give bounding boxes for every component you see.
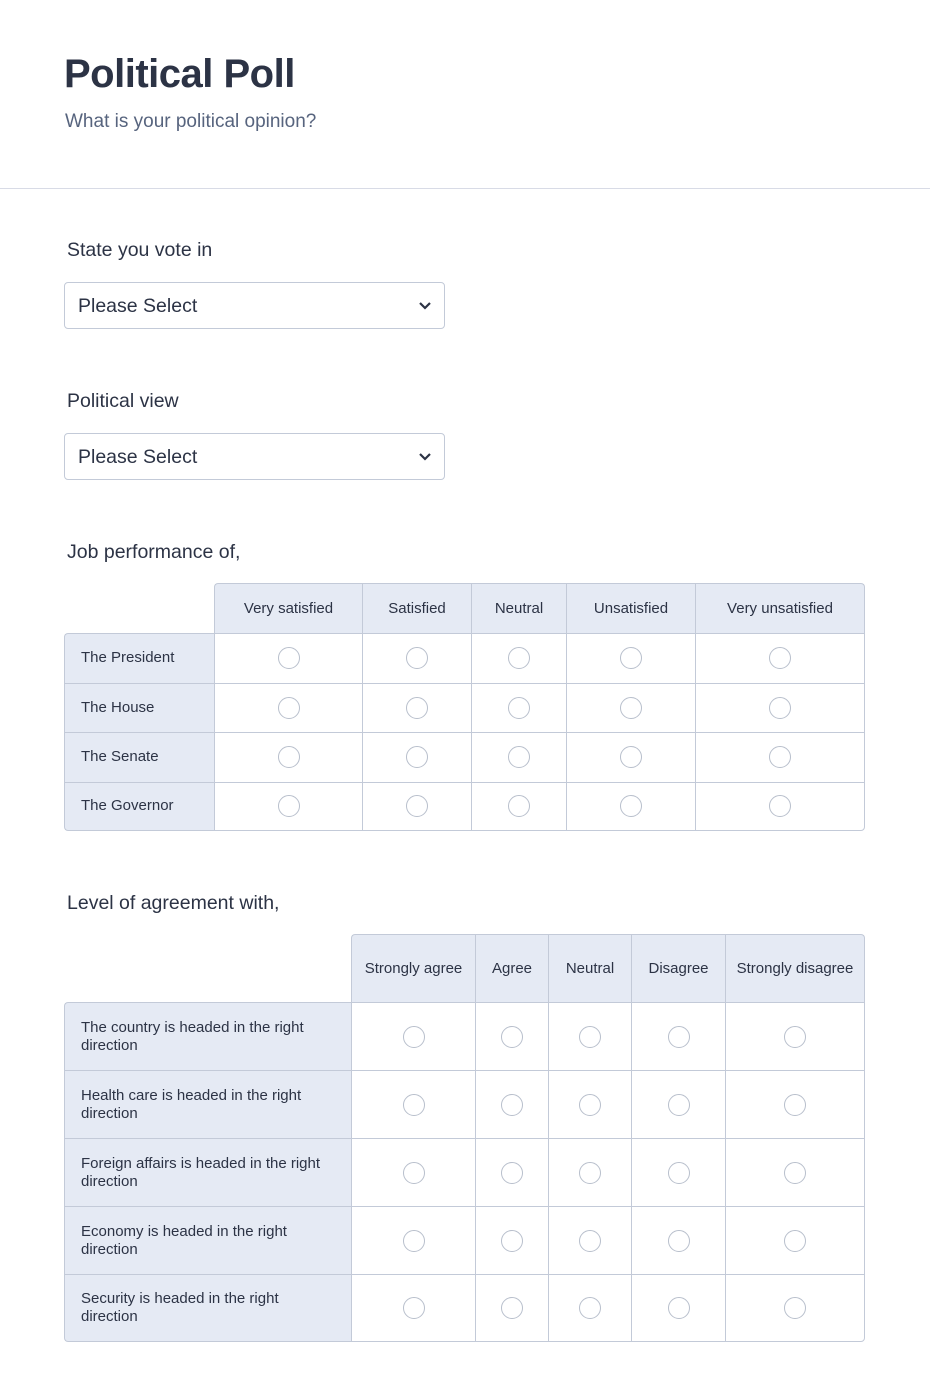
- matrix-cell: [725, 1138, 865, 1206]
- column-header: Very satisfied: [214, 583, 362, 633]
- job-performance-label: Job performance of,: [67, 541, 241, 563]
- radio-button[interactable]: [501, 1094, 523, 1116]
- matrix-corner: [64, 934, 351, 1002]
- radio-button[interactable]: [769, 647, 791, 669]
- radio-button[interactable]: [501, 1230, 523, 1252]
- chevron-down-icon: [418, 449, 432, 463]
- radio-button[interactable]: [769, 697, 791, 719]
- matrix-cell: [631, 1206, 725, 1274]
- radio-button[interactable]: [278, 647, 300, 669]
- radio-button[interactable]: [620, 795, 642, 817]
- radio-button[interactable]: [769, 746, 791, 768]
- matrix-cell: [548, 1070, 631, 1138]
- matrix-cell: [362, 633, 471, 683]
- radio-button[interactable]: [769, 795, 791, 817]
- political-view-label: Political view: [67, 390, 179, 412]
- political-view-select[interactable]: [64, 433, 445, 480]
- matrix-cell: [566, 683, 695, 733]
- matrix-cell: [695, 782, 865, 832]
- radio-button[interactable]: [668, 1297, 690, 1319]
- matrix-cell: [631, 1138, 725, 1206]
- matrix-cell: [548, 1002, 631, 1070]
- matrix-cell: [725, 1274, 865, 1342]
- column-header: Unsatisfied: [566, 583, 695, 633]
- radio-button[interactable]: [620, 746, 642, 768]
- matrix-cell: [695, 683, 865, 733]
- row-label: The House: [64, 683, 214, 733]
- matrix-row: [64, 1138, 865, 1206]
- radio-button[interactable]: [784, 1230, 806, 1252]
- matrix-cell: [475, 1070, 548, 1138]
- matrix-cell: [566, 782, 695, 832]
- radio-button[interactable]: [784, 1026, 806, 1048]
- column-header: Strongly disagree: [725, 934, 865, 1002]
- radio-button[interactable]: [278, 746, 300, 768]
- matrix-cell: [351, 1274, 475, 1342]
- radio-button[interactable]: [620, 697, 642, 719]
- radio-button[interactable]: [403, 1162, 425, 1184]
- matrix-cell: [475, 1206, 548, 1274]
- matrix-cell: [725, 1002, 865, 1070]
- matrix-row: [64, 732, 865, 782]
- matrix-cell: [362, 683, 471, 733]
- radio-button[interactable]: [403, 1297, 425, 1319]
- form-header: [0, 0, 930, 189]
- page-subtitle: What is your political opinion?: [65, 111, 317, 132]
- matrix-cell: [475, 1138, 548, 1206]
- radio-button[interactable]: [579, 1162, 601, 1184]
- page-title: Political Poll: [64, 52, 295, 96]
- radio-button[interactable]: [508, 697, 530, 719]
- matrix-row: [64, 1070, 865, 1138]
- matrix-row: [64, 1274, 865, 1342]
- radio-button[interactable]: [278, 697, 300, 719]
- radio-button[interactable]: [784, 1094, 806, 1116]
- radio-button[interactable]: [501, 1297, 523, 1319]
- radio-button[interactable]: [406, 795, 428, 817]
- column-header: Satisfied: [362, 583, 471, 633]
- radio-button[interactable]: [508, 647, 530, 669]
- column-header: Strongly agree: [351, 934, 475, 1002]
- radio-button[interactable]: [620, 647, 642, 669]
- chevron-down-icon: [418, 298, 432, 312]
- matrix-cell: [214, 683, 362, 733]
- matrix-cell: [214, 732, 362, 782]
- job-performance-matrix: [64, 583, 865, 831]
- matrix-cell: [351, 1138, 475, 1206]
- agreement-matrix: [64, 934, 865, 1342]
- radio-button[interactable]: [403, 1094, 425, 1116]
- radio-button[interactable]: [406, 746, 428, 768]
- radio-button[interactable]: [784, 1297, 806, 1319]
- matrix-cell: [631, 1070, 725, 1138]
- radio-button[interactable]: [668, 1094, 690, 1116]
- row-label: Health care is headed in the right direction: [64, 1070, 351, 1138]
- matrix-cell: [548, 1206, 631, 1274]
- matrix-cell: [351, 1070, 475, 1138]
- matrix-cell: [214, 633, 362, 683]
- matrix-row: [64, 782, 865, 832]
- matrix-cell: [548, 1138, 631, 1206]
- radio-button[interactable]: [501, 1026, 523, 1048]
- column-header: Neutral: [548, 934, 631, 1002]
- row-label: Security is headed in the right direction: [64, 1274, 351, 1342]
- radio-button[interactable]: [508, 795, 530, 817]
- state-select-value: Please Select: [78, 295, 198, 317]
- column-header: Neutral: [471, 583, 566, 633]
- radio-button[interactable]: [501, 1162, 523, 1184]
- matrix-row: [64, 683, 865, 733]
- matrix-cell: [351, 1002, 475, 1070]
- political-view-select-value: Please Select: [78, 446, 198, 468]
- row-label: The Senate: [64, 732, 214, 782]
- matrix-cell: [695, 633, 865, 683]
- matrix-row: [64, 1002, 865, 1070]
- matrix-cell: [471, 732, 566, 782]
- matrix-cell: [362, 782, 471, 832]
- agreement-label: Level of agreement with,: [67, 892, 280, 914]
- radio-button[interactable]: [579, 1230, 601, 1252]
- row-label: Foreign affairs is headed in the right direction: [64, 1138, 351, 1206]
- radio-button[interactable]: [403, 1026, 425, 1048]
- row-label: The country is headed in the right direction: [64, 1002, 351, 1070]
- matrix-cell: [548, 1274, 631, 1342]
- radio-button[interactable]: [668, 1026, 690, 1048]
- radio-button[interactable]: [579, 1297, 601, 1319]
- matrix-corner: [64, 583, 214, 633]
- radio-button[interactable]: [579, 1026, 601, 1048]
- matrix-cell: [471, 782, 566, 832]
- matrix-cell: [631, 1274, 725, 1342]
- matrix-cell: [214, 782, 362, 832]
- column-header: Disagree: [631, 934, 725, 1002]
- matrix-cell: [695, 732, 865, 782]
- state-select[interactable]: [64, 282, 445, 329]
- radio-button[interactable]: [579, 1094, 601, 1116]
- matrix-cell: [362, 732, 471, 782]
- column-header: Agree: [475, 934, 548, 1002]
- radio-button[interactable]: [406, 647, 428, 669]
- radio-button[interactable]: [403, 1230, 425, 1252]
- row-label: The President: [64, 633, 214, 683]
- state-label: State you vote in: [67, 239, 213, 261]
- radio-button[interactable]: [668, 1230, 690, 1252]
- matrix-row: [64, 1206, 865, 1274]
- column-header: Very unsatisfied: [695, 583, 865, 633]
- radio-button[interactable]: [508, 746, 530, 768]
- matrix-row: [64, 633, 865, 683]
- matrix-cell: [566, 732, 695, 782]
- matrix-cell: [351, 1206, 475, 1274]
- row-label: Economy is headed in the right direction: [64, 1206, 351, 1274]
- matrix-cell: [725, 1206, 865, 1274]
- radio-button[interactable]: [784, 1162, 806, 1184]
- matrix-cell: [471, 633, 566, 683]
- matrix-cell: [471, 683, 566, 733]
- row-label: The Governor: [64, 782, 214, 832]
- matrix-cell: [631, 1002, 725, 1070]
- radio-button[interactable]: [406, 697, 428, 719]
- radio-button[interactable]: [278, 795, 300, 817]
- radio-button[interactable]: [668, 1162, 690, 1184]
- matrix-cell: [475, 1002, 548, 1070]
- matrix-cell: [475, 1274, 548, 1342]
- matrix-cell: [725, 1070, 865, 1138]
- matrix-cell: [566, 633, 695, 683]
